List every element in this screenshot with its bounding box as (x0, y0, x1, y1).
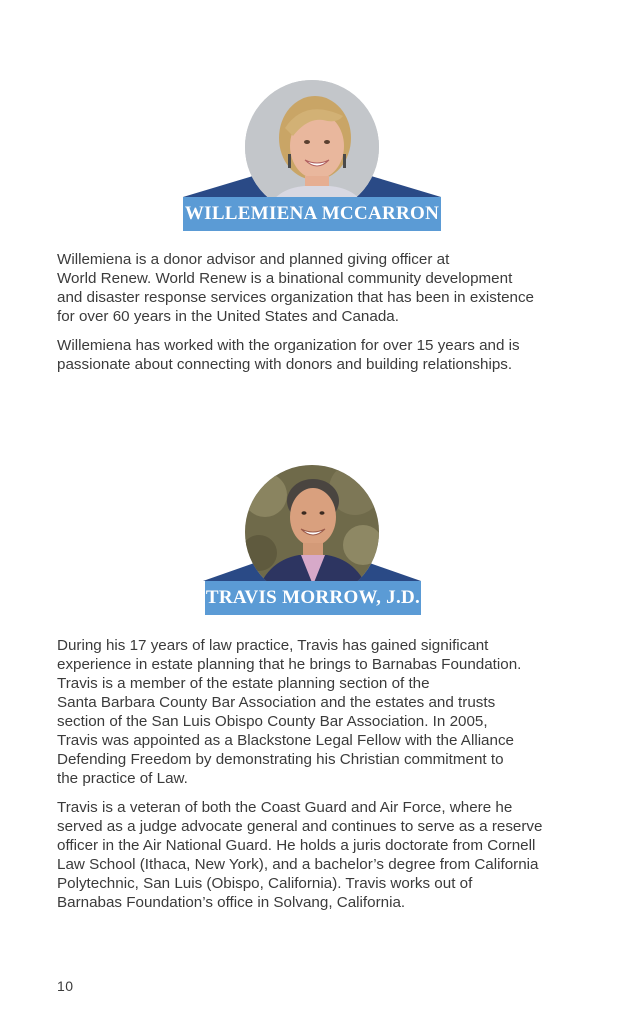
profile-photo (245, 465, 379, 599)
profile-name: TRAVIS MORROW, J.D. (205, 581, 421, 615)
profile-bio (57, 636, 567, 922)
bio-paragraph: Travis is a veteran of both the Coast Guard and Air Force, where he served as a judge advocate general and continues to serve as a reserve officer in the Air National Guard. He holds a juris doctorate from Cornell Law School (Ithaca, New York), and a bachelor’s degree from California Polytechnic, San Luis (Obispo, California). Travis works out of Barnabas Foundation’s office in Solvang, California. (57, 799, 543, 911)
bio-paragraph: During his 17 years of law practice, Travis has gained significant experience in estate planning that he brings to Barnabas Foundation. Travis is a member of the estate planning section of the Santa Barbara County Bar Association and the estates and trusts section of the San Luis Obispo County Bar Association. In 2005, Travis was appointed as a Blackstone Legal Fellow with the Alliance Defending Freedom by demonstrating his Christian commitment to the practice of Law. (57, 637, 522, 787)
page-number: 10 (57, 978, 74, 994)
profile-name: WILLEMIENA MCCARRON (183, 197, 441, 231)
bio-paragraph: Willemiena is a donor advisor and planned giving officer at World Renew. World Renew is a binational community development and disaster response services organization that has been in existence for over 60 years in the United States and Canada. (57, 251, 535, 325)
bio-paragraph: Willemiena has worked with the organization for over 15 years and is passionate about connecting with donors and building relationships. (57, 337, 520, 373)
profile-bio (57, 250, 567, 384)
profile-photo (245, 80, 379, 214)
